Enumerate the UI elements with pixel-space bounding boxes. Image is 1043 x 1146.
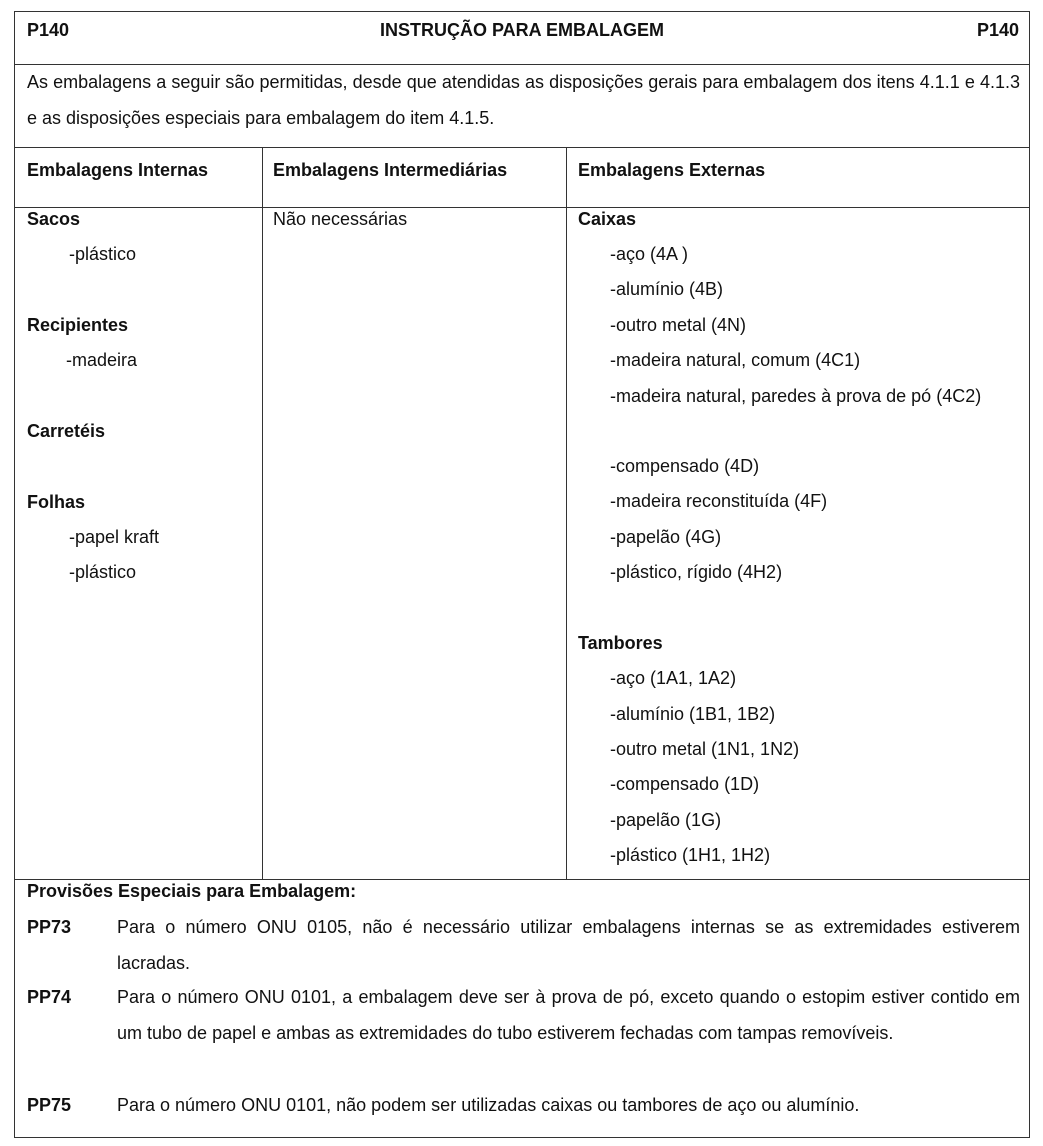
intro-paragraph: As embalagens a seguir são permitidas, desde que atendidas as disposições gerais para embalagem dos itens 4.1.1 e 4.1.3 e as disposições especiais para embalagem do item 4.1.5. (27, 72, 1020, 128)
external-item: -madeira natural, paredes à prova de pó (4C2) (610, 386, 982, 406)
column-header-internal: Embalagens Internas (27, 160, 209, 180)
column-header-intermediate: Embalagens Intermediárias (273, 160, 508, 180)
external-heading-caixas: Caixas (578, 209, 637, 229)
external-item: -aço (4A ) (610, 244, 689, 264)
provisions-title: Provisões Especiais para Embalagem: (27, 881, 357, 901)
internal-heading-recipientes: Recipientes (27, 315, 129, 335)
internal-item: -madeira (66, 350, 138, 370)
code-right: P140 (976, 20, 1019, 40)
external-item: -plástico (1H1, 1H2) (610, 845, 771, 865)
column-divider-2 (566, 147, 567, 879)
external-item: -alumínio (1B1, 1B2) (610, 704, 776, 724)
external-item: -compensado (1D) (610, 774, 760, 794)
internal-item: -plástico (69, 244, 137, 264)
intro-divider (15, 147, 1029, 148)
external-item: -plástico, rígido (4H2) (610, 562, 783, 582)
external-item: -papelão (1G) (610, 810, 722, 830)
column-divider-1 (262, 147, 263, 879)
external-item: -outro metal (1N1, 1N2) (610, 739, 800, 759)
external-item: -outro metal (4N) (610, 315, 747, 335)
provision-text: Para o número ONU 0105, não é necessário utilizar embalagens internas se as extremidades estiverem lacradas. (117, 917, 1020, 973)
external-item: -alumínio (4B) (610, 279, 724, 299)
provision-text: Para o número ONU 0101, a embalagem deve ser à prova de pó, exceto quando o estopim estiver contido em um tubo de papel e ambas as extremidades do tubo estiverem fechadas com tampas removíveis. (117, 987, 1020, 1043)
provision-code: PP75 (27, 1095, 72, 1115)
internal-heading-carreteis: Carretéis (27, 421, 106, 441)
provision-code: PP74 (27, 987, 72, 1007)
column-header-external: Embalagens Externas (578, 160, 766, 180)
external-item: -papelão (4G) (610, 527, 722, 547)
column-header-divider (15, 207, 1029, 208)
external-item: -madeira reconstituída (4F) (610, 491, 828, 511)
code-left: P140 (27, 20, 70, 40)
provision-code: PP73 (27, 917, 72, 937)
internal-heading-sacos: Sacos (27, 209, 81, 229)
external-item: -aço (1A1, 1A2) (610, 668, 737, 688)
internal-item: -papel kraft (69, 527, 160, 547)
intermediate-text: Não necessárias (273, 209, 408, 229)
page-title: INSTRUÇÃO PARA EMBALAGEM (380, 20, 664, 40)
internal-item: -plástico (69, 562, 137, 582)
external-heading-tambores: Tambores (578, 633, 663, 653)
external-item: -compensado (4D) (610, 456, 760, 476)
provision-text: Para o número ONU 0101, não podem ser utilizadas caixas ou tambores de aço ou alumínio. (117, 1095, 860, 1115)
external-item: -madeira natural, comum (4C1) (610, 350, 861, 370)
internal-heading-folhas: Folhas (27, 492, 86, 512)
